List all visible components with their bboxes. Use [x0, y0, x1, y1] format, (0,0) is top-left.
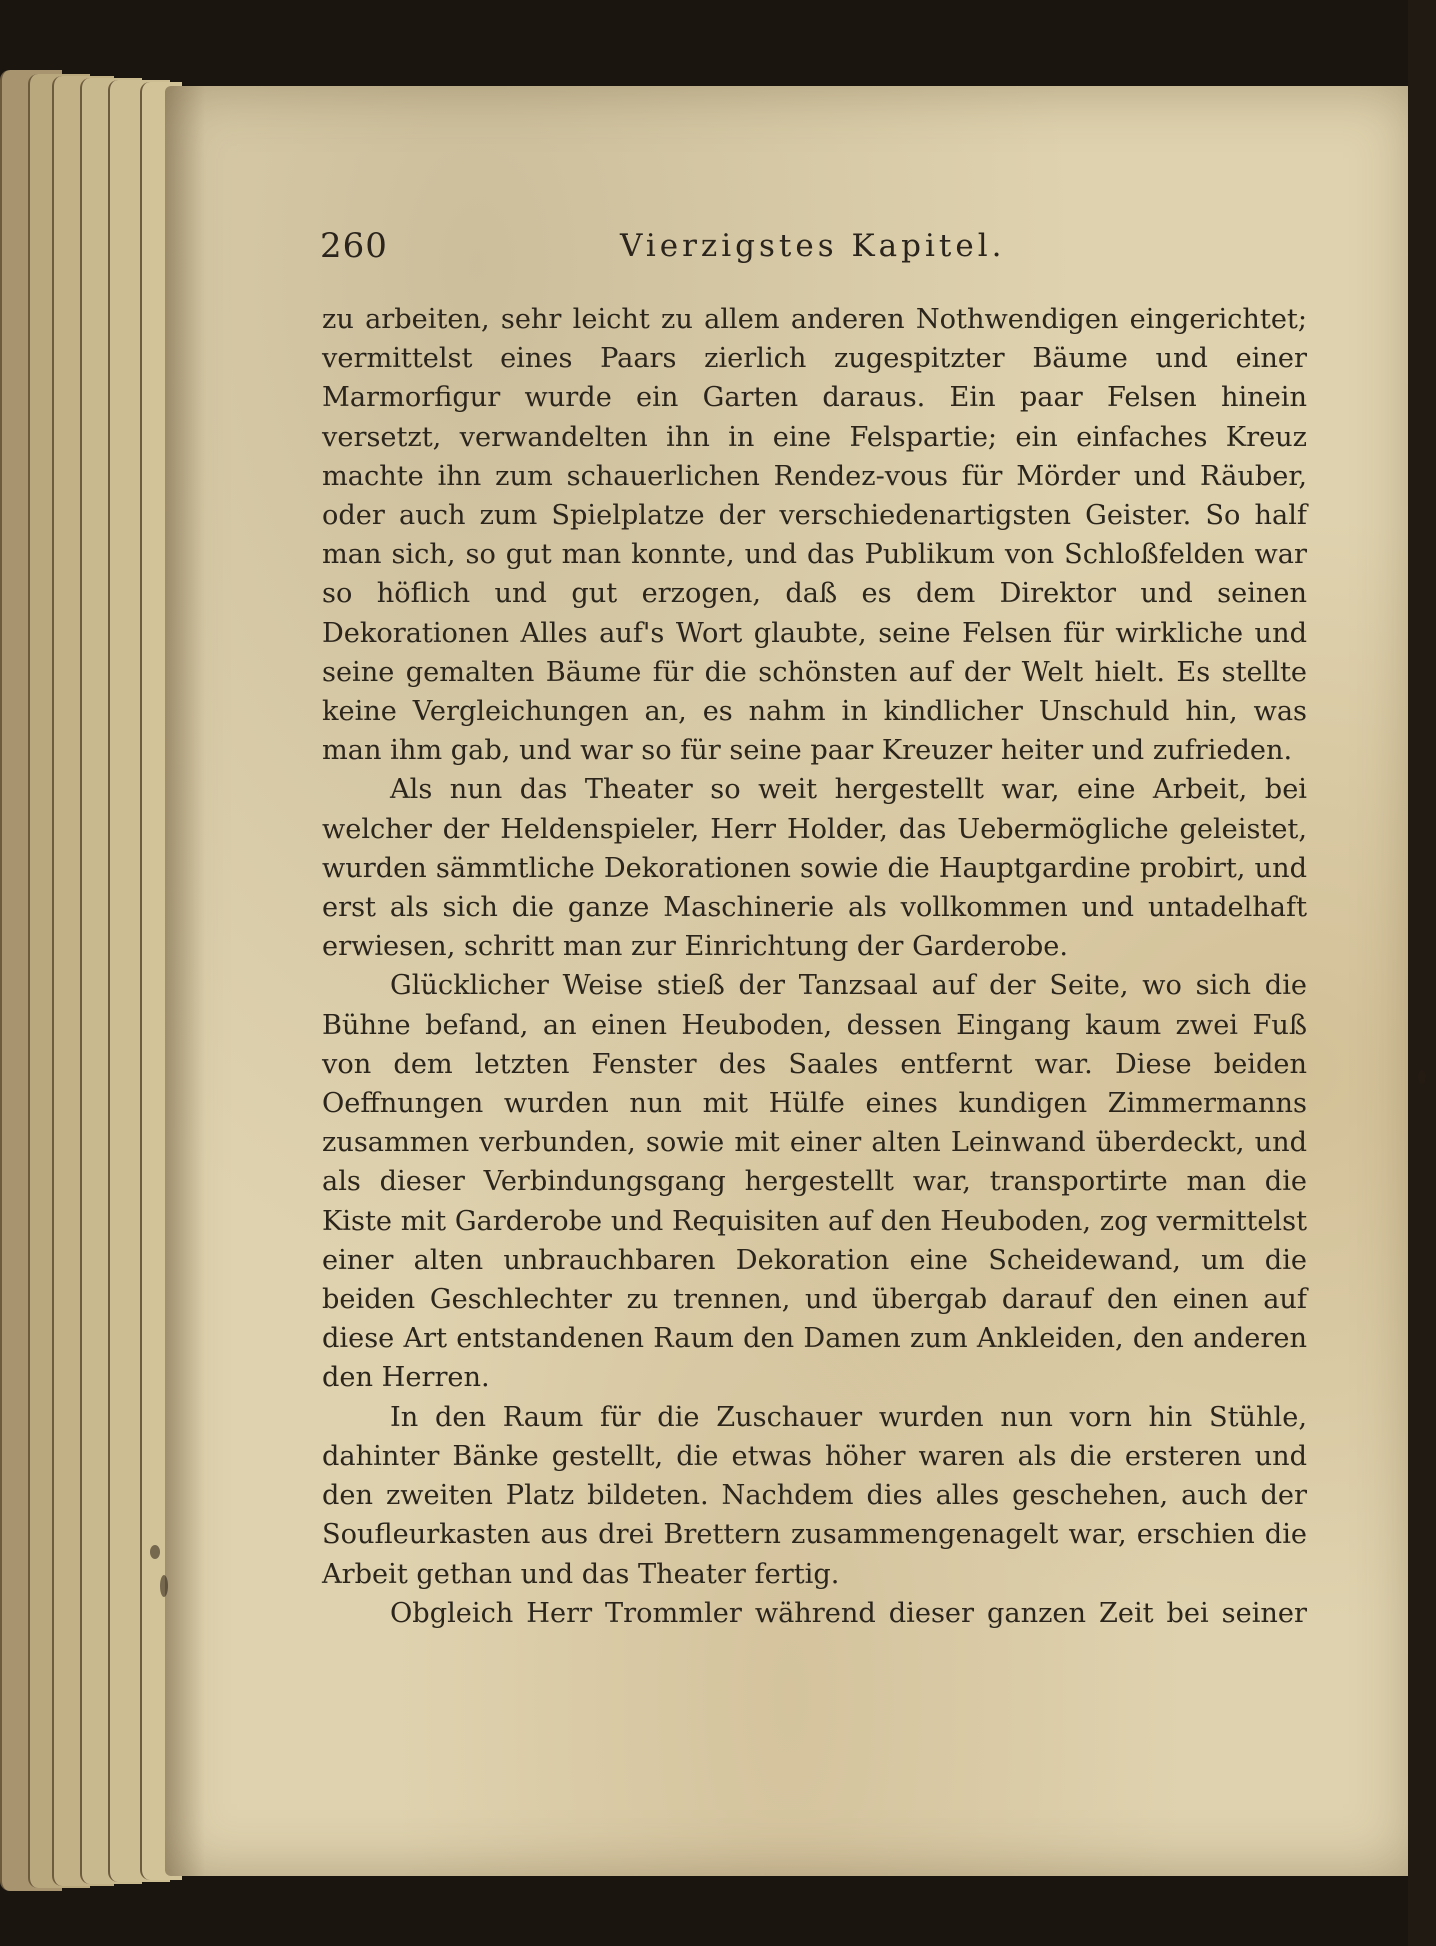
running-head: Vierzigstes Kapitel. — [620, 228, 1006, 264]
ink-smudge — [150, 1545, 160, 1559]
body-text — [322, 300, 1307, 1633]
paragraph: Obgleich Herr Trommler während dieser ganzen Zeit bei seiner — [390, 1597, 1307, 1629]
binding-edge — [1408, 0, 1436, 1946]
paragraph: zu arbeiten, sehr leicht zu allem anderen Nothwendigen eingerichtet; vermittelst eines Paars zierlich zugespitzter Bäume und einer Marmorfigur wurde ein Garten daraus. Ein paar Felsen hinein versetzt, verwandelten ihn in eine Felspartie; ein einfaches Kreuz machte ihn zum schauerlichen Rendez-vous für Mörder und Räuber, oder auch zum Spielplatze der verschiedenartigsten Geister. So half man sich, so gut man konnte, und das Publikum von Schloßfelden war so höflich und gut erzogen, daß es dem Direktor und seinen Dekorationen Alles auf's Wort glaubte, seine Felsen für wirkliche und seine gemalten Bäume für die schönsten auf der Welt hielt. Es stellte keine Vergleichungen an, es nahm in kindlicher Unschuld hin, was man ihm gab, und war so für seine paar Kreuzer heiter und zufrieden. — [322, 304, 1307, 767]
page-header — [320, 226, 1310, 276]
page-number: 260 — [320, 226, 388, 266]
ink-smudge — [1418, 1070, 1426, 1084]
paragraph: Als nun das Theater so weit hergestellt war, eine Arbeit, bei welcher der Heldenspieler, Herr Holder, das Uebermögliche geleistet, wurden sämmtliche Dekorationen sowie die Hauptgardine probirt, und erst als sich die ganze Maschinerie als vollkommen und untadelhaft erwiesen, schritt man zur Einrichtung der Garderobe. — [322, 774, 1307, 963]
paragraph: In den Raum für die Zuschauer wurden nun vorn hin Stühle, dahinter Bänke gestellt, die etwas höher waren als die ersteren und den zweiten Platz bildeten. Nachdem dies alles geschehen, auch der Soufleurkasten aus drei Brettern zusammengenagelt war, erschien die Arbeit gethan und das Theater fertig. — [322, 1401, 1307, 1590]
ink-smudge — [160, 1575, 168, 1597]
paragraph: Glücklicher Weise stieß der Tanzsaal auf der Seite, wo sich die Bühne befand, an einen Heuboden, dessen Eingang kaum zwei Fuß von dem letzten Fenster des Saales entfernt war. Diese beiden Oeffnungen wurden nun mit Hülfe eines kundigen Zimmermanns zusammen verbunden, sowie mit einer alten Leinwand überdeckt, und als dieser Verbindungsgang hergestellt war, transportirte man die Kiste mit Garderobe und Requisiten auf den Heuboden, zog vermittelst einer alten unbrauchbaren Dekoration eine Scheidewand, um die beiden Geschlechter zu trennen, und übergab darauf den einen auf diese Art entstandenen Raum den Damen zum Ankleiden, den anderen den Herren. — [322, 970, 1307, 1394]
